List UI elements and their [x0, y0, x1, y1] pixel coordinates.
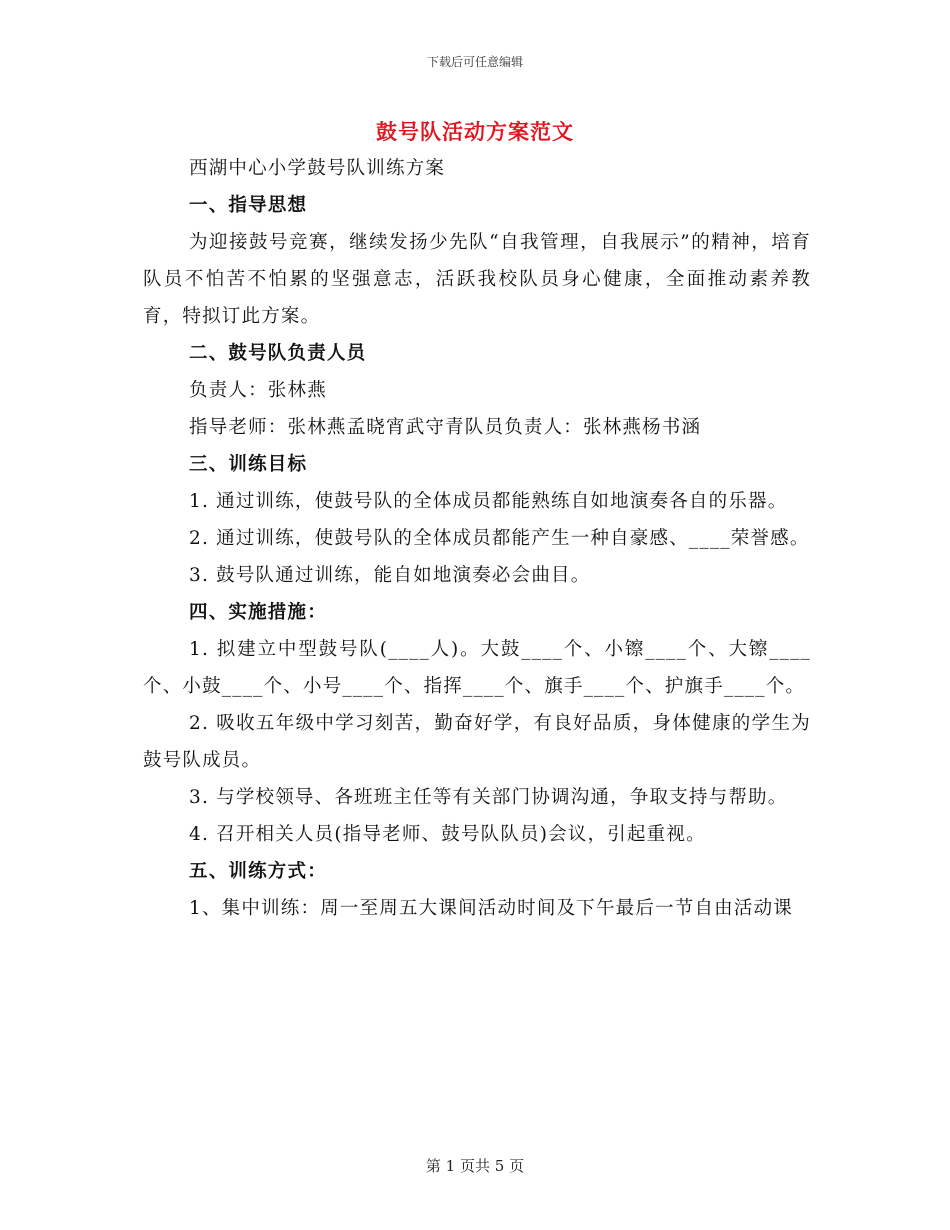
section-3-item-2: 2. 通过训练，使鼓号队的全体成员都能产生一种自豪感、____荣誉感。: [189, 528, 810, 549]
section-heading-2: 二、鼓号队负责人员: [189, 343, 367, 364]
section-heading-1: 一、指导思想: [189, 195, 308, 216]
document-body: [143, 150, 811, 927]
section-4-item-1: 1. 拟建立中型鼓号队(____人)。大鼓____个、小镲____个、大镲____个、小鼓____个、小号____个、指挥____个、旗手____个、护旗手____个。: [143, 639, 811, 697]
document-title: 鼓号队活动方案范文: [376, 119, 574, 144]
section-2-leader: 负责人：张林燕: [189, 380, 327, 401]
section-heading-5: 五、训练方式：: [189, 861, 327, 882]
page-number-footer: 第 1 页共 5 页: [425, 1157, 525, 1175]
section-1-paragraph: 为迎接鼓号竞赛，继续发扬少先队“自我管理，自我展示”的精神，培育队员不怕苦不怕累的坚强意志，活跃我校队员身心健康，全面推动素养教育，特拟订此方案。: [143, 232, 811, 327]
section-4-item-3: 3. 与学校领导、各班班主任等有关部门协调沟通，争取支持与帮助。: [189, 787, 788, 808]
section-4-item-4: 4. 召开相关人员(指导老师、鼓号队队员)会议，引起重视。: [189, 824, 706, 845]
document-subtitle: 西湖中心小学鼓号队训练方案: [189, 158, 446, 179]
section-4-item-2: 2. 吸收五年级中学习刻苦，勤奋好学，有良好品质，身体健康的学生为鼓号队成员。: [143, 713, 811, 771]
page-header-note: 下载后可任意编辑: [426, 55, 523, 69]
section-heading-3: 三、训练目标: [189, 454, 308, 475]
section-3-item-3: 3. 鼓号队通过训练，能自如地演奏必会曲目。: [189, 565, 591, 586]
section-heading-4: 四、实施措施：: [189, 602, 327, 623]
section-2-teachers: 指导老师：张林燕孟晓宵武守青队员负责人：张林燕杨书涵: [189, 417, 702, 438]
section-5-item-1: 1、集中训练：周一至周五大课间活动时间及下午最后一节自由活动课: [189, 898, 793, 919]
section-3-item-1: 1. 通过训练，使鼓号队的全体成员都能熟练自如地演奏各自的乐器。: [189, 491, 788, 512]
